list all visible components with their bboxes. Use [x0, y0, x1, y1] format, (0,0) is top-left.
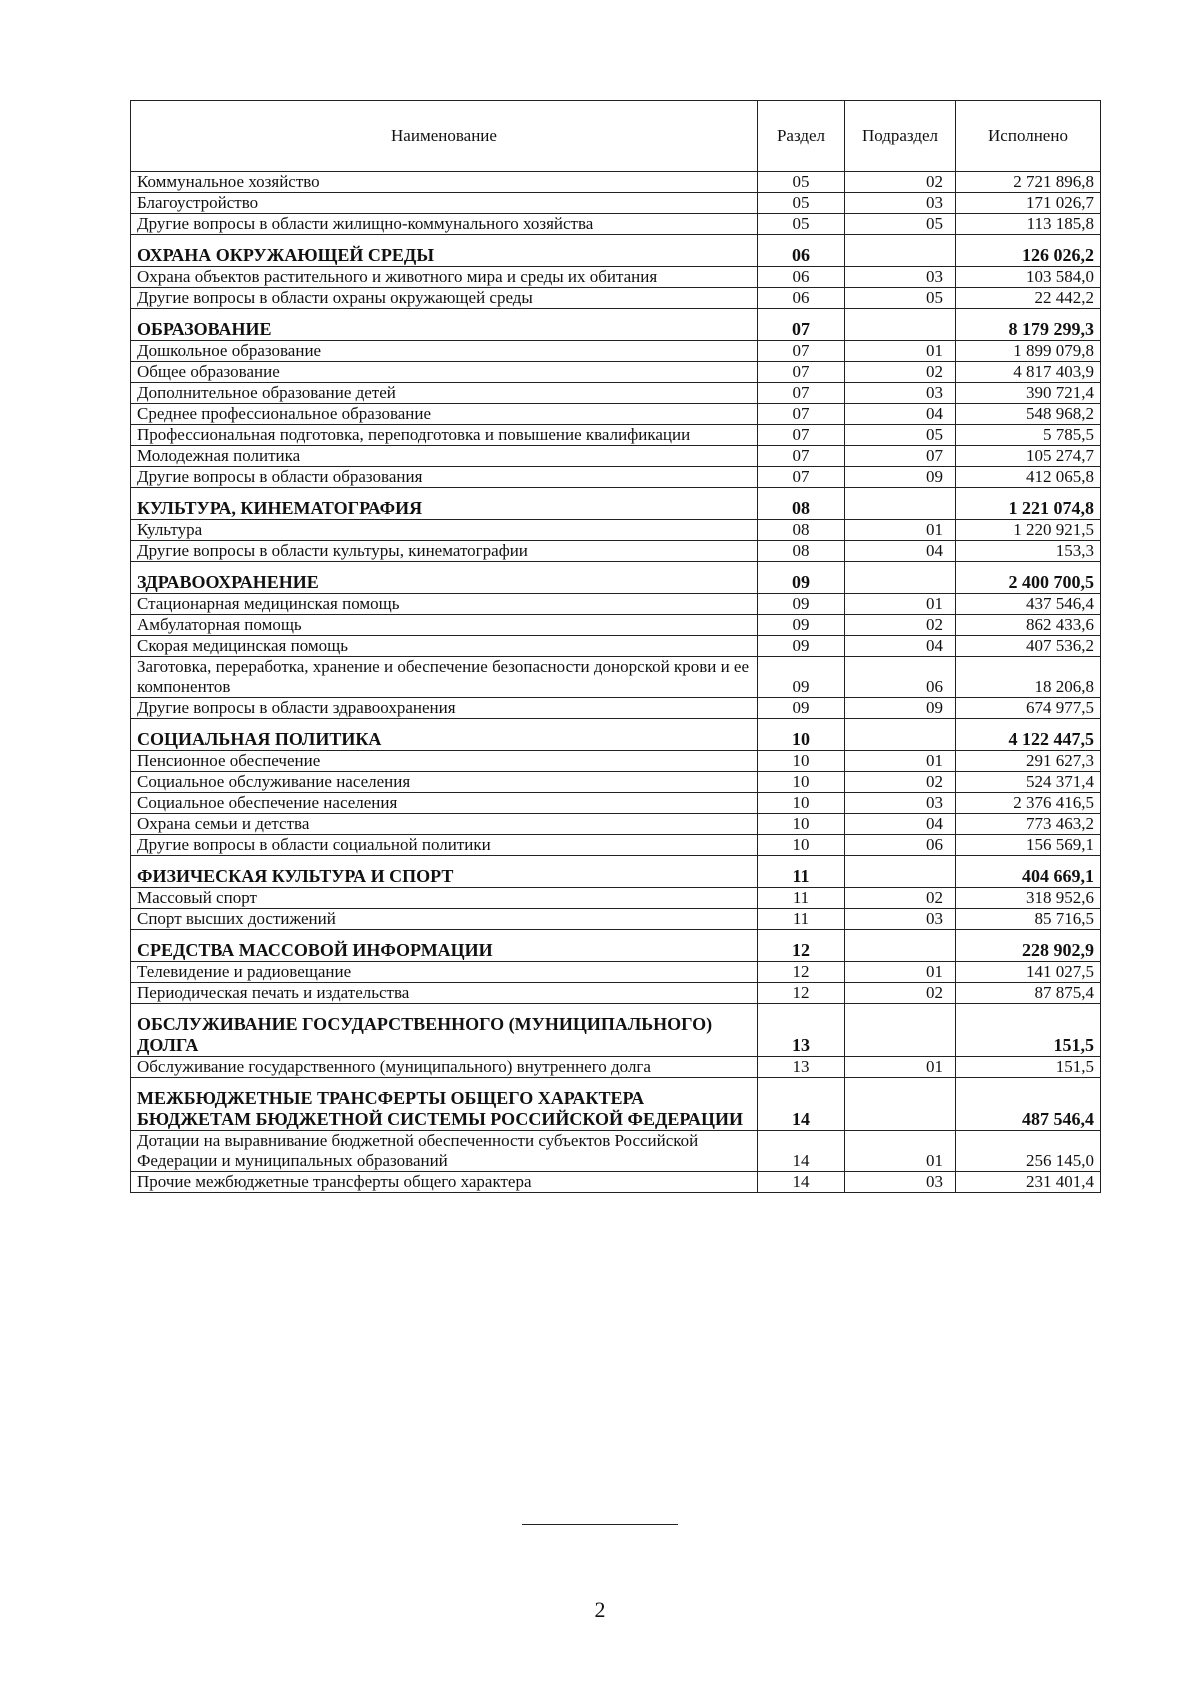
table-row	[131, 362, 1101, 383]
row-podrazdel: 04	[845, 814, 956, 835]
row-ispolneno: 548 968,2	[956, 404, 1101, 425]
row-name: Другие вопросы в области культуры, кинематографии	[131, 541, 758, 562]
table-row	[131, 520, 1101, 541]
row-ispolneno: 5 785,5	[956, 425, 1101, 446]
row-razdel: 12	[758, 983, 845, 1004]
row-podrazdel: 03	[845, 193, 956, 214]
row-ispolneno: 487 546,4	[956, 1078, 1101, 1131]
row-podrazdel: 01	[845, 751, 956, 772]
row-razdel: 07	[758, 446, 845, 467]
table-row	[131, 341, 1101, 362]
row-podrazdel: 03	[845, 267, 956, 288]
row-razdel: 14	[758, 1078, 845, 1131]
row-name: СРЕДСТВА МАССОВОЙ ИНФОРМАЦИИ	[131, 930, 758, 962]
table-row	[131, 446, 1101, 467]
table-row	[131, 615, 1101, 636]
row-ispolneno: 156 569,1	[956, 835, 1101, 856]
row-ispolneno: 113 185,8	[956, 214, 1101, 235]
table-row	[131, 425, 1101, 446]
row-podrazdel: 02	[845, 888, 956, 909]
row-ispolneno: 390 721,4	[956, 383, 1101, 404]
row-podrazdel: 05	[845, 288, 956, 309]
row-ispolneno: 231 401,4	[956, 1172, 1101, 1193]
row-razdel: 11	[758, 888, 845, 909]
table-row	[131, 288, 1101, 309]
table-row	[131, 193, 1101, 214]
row-name: Коммунальное хозяйство	[131, 172, 758, 193]
section-row	[131, 1078, 1101, 1131]
row-ispolneno: 8 179 299,3	[956, 309, 1101, 341]
row-razdel: 07	[758, 404, 845, 425]
row-podrazdel	[845, 562, 956, 594]
row-ispolneno: 103 584,0	[956, 267, 1101, 288]
header-name: Наименование	[131, 101, 758, 172]
row-ispolneno: 171 026,7	[956, 193, 1101, 214]
row-razdel: 07	[758, 467, 845, 488]
row-podrazdel: 09	[845, 467, 956, 488]
table-row	[131, 383, 1101, 404]
row-podrazdel: 07	[845, 446, 956, 467]
row-ispolneno: 18 206,8	[956, 657, 1101, 698]
table-row	[131, 698, 1101, 719]
row-ispolneno: 404 669,1	[956, 856, 1101, 888]
row-razdel: 06	[758, 288, 845, 309]
row-razdel: 09	[758, 615, 845, 636]
row-razdel: 11	[758, 856, 845, 888]
row-ispolneno: 256 145,0	[956, 1131, 1101, 1172]
section-row	[131, 719, 1101, 751]
row-razdel: 14	[758, 1131, 845, 1172]
row-razdel: 13	[758, 1057, 845, 1078]
row-name: Стационарная медицинская помощь	[131, 594, 758, 615]
row-razdel: 07	[758, 341, 845, 362]
table-row	[131, 793, 1101, 814]
row-ispolneno: 524 371,4	[956, 772, 1101, 793]
row-ispolneno: 437 546,4	[956, 594, 1101, 615]
table-header-row	[131, 101, 1101, 172]
row-razdel: 09	[758, 636, 845, 657]
footer-divider	[522, 1524, 678, 1525]
row-name: КУЛЬТУРА, КИНЕМАТОГРАФИЯ	[131, 488, 758, 520]
row-razdel: 09	[758, 657, 845, 698]
table-row	[131, 1172, 1101, 1193]
section-row	[131, 930, 1101, 962]
table-row	[131, 751, 1101, 772]
row-name: Другие вопросы в области жилищно-коммунального хозяйства	[131, 214, 758, 235]
row-razdel: 05	[758, 214, 845, 235]
row-ispolneno: 4 817 403,9	[956, 362, 1101, 383]
row-razdel: 10	[758, 793, 845, 814]
header-ispolneno: Исполнено	[956, 101, 1101, 172]
row-razdel: 09	[758, 698, 845, 719]
row-name: Общее образование	[131, 362, 758, 383]
page-number: 2	[594, 1597, 606, 1622]
row-ispolneno: 228 902,9	[956, 930, 1101, 962]
row-podrazdel	[845, 235, 956, 267]
row-podrazdel: 06	[845, 835, 956, 856]
table-row	[131, 594, 1101, 615]
row-name: Другие вопросы в области здравоохранения	[131, 698, 758, 719]
row-podrazdel: 02	[845, 772, 956, 793]
row-name: ОХРАНА ОКРУЖАЮЩЕЙ СРЕДЫ	[131, 235, 758, 267]
row-name: Профессиональная подготовка, переподготовка и повышение квалификации	[131, 425, 758, 446]
table-row	[131, 1131, 1101, 1172]
row-razdel: 09	[758, 562, 845, 594]
row-name: Социальное обслуживание населения	[131, 772, 758, 793]
section-row	[131, 562, 1101, 594]
row-razdel: 05	[758, 193, 845, 214]
row-podrazdel: 02	[845, 172, 956, 193]
section-row	[131, 856, 1101, 888]
row-podrazdel: 04	[845, 541, 956, 562]
row-razdel: 10	[758, 772, 845, 793]
table-row	[131, 835, 1101, 856]
row-name: Молодежная политика	[131, 446, 758, 467]
row-podrazdel: 09	[845, 698, 956, 719]
row-ispolneno: 407 536,2	[956, 636, 1101, 657]
section-row	[131, 309, 1101, 341]
row-razdel: 10	[758, 814, 845, 835]
table-body	[131, 172, 1101, 1193]
section-row	[131, 235, 1101, 267]
row-ispolneno: 126 026,2	[956, 235, 1101, 267]
row-razdel: 07	[758, 425, 845, 446]
header-podrazdel: Подраздел	[845, 101, 956, 172]
table-row	[131, 772, 1101, 793]
row-ispolneno: 85 716,5	[956, 909, 1101, 930]
table-row	[131, 888, 1101, 909]
row-razdel: 10	[758, 835, 845, 856]
row-razdel: 09	[758, 594, 845, 615]
row-name: Дошкольное образование	[131, 341, 758, 362]
row-name: Дотации на выравнивание бюджетной обеспеченности субъектов Российской Федерации и муниципальных образований	[131, 1131, 758, 1172]
row-name: Телевидение и радиовещание	[131, 962, 758, 983]
row-ispolneno: 862 433,6	[956, 615, 1101, 636]
row-name: Обслуживание государственного (муниципального) внутреннего долга	[131, 1057, 758, 1078]
row-name: Другие вопросы в области охраны окружающей среды	[131, 288, 758, 309]
row-podrazdel: 06	[845, 657, 956, 698]
row-razdel: 06	[758, 235, 845, 267]
row-name: Пенсионное обеспечение	[131, 751, 758, 772]
header-razdel: Раздел	[758, 101, 845, 172]
row-ispolneno: 674 977,5	[956, 698, 1101, 719]
row-name: Спорт высших достижений	[131, 909, 758, 930]
row-ispolneno: 151,5	[956, 1004, 1101, 1057]
row-ispolneno: 22 442,2	[956, 288, 1101, 309]
row-razdel: 12	[758, 930, 845, 962]
row-podrazdel: 01	[845, 341, 956, 362]
row-podrazdel: 03	[845, 793, 956, 814]
row-name: Дополнительное образование детей	[131, 383, 758, 404]
row-razdel: 11	[758, 909, 845, 930]
row-ispolneno: 318 952,6	[956, 888, 1101, 909]
row-ispolneno: 2 400 700,5	[956, 562, 1101, 594]
row-ispolneno: 773 463,2	[956, 814, 1101, 835]
row-razdel: 12	[758, 962, 845, 983]
section-row	[131, 1004, 1101, 1057]
row-podrazdel: 03	[845, 383, 956, 404]
row-ispolneno: 1 899 079,8	[956, 341, 1101, 362]
row-ispolneno: 151,5	[956, 1057, 1101, 1078]
row-name: Массовый спорт	[131, 888, 758, 909]
row-razdel: 08	[758, 488, 845, 520]
table-row	[131, 172, 1101, 193]
section-row	[131, 488, 1101, 520]
row-podrazdel	[845, 1078, 956, 1131]
row-name: ЗДРАВООХРАНЕНИЕ	[131, 562, 758, 594]
table-row	[131, 214, 1101, 235]
row-name: Заготовка, переработка, хранение и обеспечение безопасности донорской крови и ее компонентов	[131, 657, 758, 698]
row-ispolneno: 2 376 416,5	[956, 793, 1101, 814]
row-podrazdel: 02	[845, 362, 956, 383]
row-podrazdel: 03	[845, 909, 956, 930]
row-razdel: 10	[758, 719, 845, 751]
row-razdel: 08	[758, 541, 845, 562]
row-name: Скорая медицинская помощь	[131, 636, 758, 657]
row-name: Другие вопросы в области социальной политики	[131, 835, 758, 856]
table-row	[131, 467, 1101, 488]
row-podrazdel	[845, 719, 956, 751]
table-row	[131, 909, 1101, 930]
row-podrazdel: 01	[845, 1057, 956, 1078]
row-name: Благоустройство	[131, 193, 758, 214]
row-podrazdel: 05	[845, 214, 956, 235]
row-name: Культура	[131, 520, 758, 541]
row-razdel: 07	[758, 383, 845, 404]
row-ispolneno: 105 274,7	[956, 446, 1101, 467]
table-row	[131, 814, 1101, 835]
row-razdel: 08	[758, 520, 845, 541]
row-podrazdel: 02	[845, 615, 956, 636]
row-razdel: 07	[758, 309, 845, 341]
row-podrazdel: 04	[845, 404, 956, 425]
row-podrazdel: 01	[845, 1131, 956, 1172]
row-name: ОБРАЗОВАНИЕ	[131, 309, 758, 341]
row-name: Социальное обеспечение населения	[131, 793, 758, 814]
budget-execution-table	[130, 100, 1101, 1193]
row-podrazdel	[845, 856, 956, 888]
row-name: Прочие межбюджетные трансферты общего характера	[131, 1172, 758, 1193]
table-row	[131, 962, 1101, 983]
table-row	[131, 636, 1101, 657]
row-name: СОЦИАЛЬНАЯ ПОЛИТИКА	[131, 719, 758, 751]
row-podrazdel: 01	[845, 520, 956, 541]
row-razdel: 07	[758, 362, 845, 383]
row-podrazdel	[845, 488, 956, 520]
row-ispolneno: 291 627,3	[956, 751, 1101, 772]
row-name: МЕЖБЮДЖЕТНЫЕ ТРАНСФЕРТЫ ОБЩЕГО ХАРАКТЕРА БЮДЖЕТАМ БЮДЖЕТНОЙ СИСТЕМЫ РОССИЙСКОЙ ФЕДЕРАЦИИ	[131, 1078, 758, 1131]
table-row	[131, 541, 1101, 562]
row-podrazdel	[845, 309, 956, 341]
table-row	[131, 983, 1101, 1004]
row-razdel: 06	[758, 267, 845, 288]
row-podrazdel	[845, 930, 956, 962]
row-ispolneno: 2 721 896,8	[956, 172, 1101, 193]
table-row	[131, 267, 1101, 288]
row-ispolneno: 412 065,8	[956, 467, 1101, 488]
row-podrazdel	[845, 1004, 956, 1057]
row-name: Охрана объектов растительного и животного мира и среды их обитания	[131, 267, 758, 288]
table-row	[131, 1057, 1101, 1078]
row-name: Охрана семьи и детства	[131, 814, 758, 835]
table-row	[131, 404, 1101, 425]
row-ispolneno: 1 220 921,5	[956, 520, 1101, 541]
row-ispolneno: 1 221 074,8	[956, 488, 1101, 520]
row-razdel: 10	[758, 751, 845, 772]
row-podrazdel: 05	[845, 425, 956, 446]
row-podrazdel: 01	[845, 594, 956, 615]
row-ispolneno: 87 875,4	[956, 983, 1101, 1004]
row-podrazdel: 04	[845, 636, 956, 657]
row-name: Периодическая печать и издательства	[131, 983, 758, 1004]
row-razdel: 13	[758, 1004, 845, 1057]
row-name: ОБСЛУЖИВАНИЕ ГОСУДАРСТВЕННОГО (МУНИЦИПАЛЬНОГО) ДОЛГА	[131, 1004, 758, 1057]
row-ispolneno: 153,3	[956, 541, 1101, 562]
row-razdel: 05	[758, 172, 845, 193]
row-name: Среднее профессиональное образование	[131, 404, 758, 425]
row-podrazdel: 03	[845, 1172, 956, 1193]
row-ispolneno: 141 027,5	[956, 962, 1101, 983]
row-name: Амбулаторная помощь	[131, 615, 758, 636]
row-name: Другие вопросы в области образования	[131, 467, 758, 488]
row-razdel: 14	[758, 1172, 845, 1193]
table-row	[131, 657, 1101, 698]
row-name: ФИЗИЧЕСКАЯ КУЛЬТУРА И СПОРТ	[131, 856, 758, 888]
row-podrazdel: 01	[845, 962, 956, 983]
row-podrazdel: 02	[845, 983, 956, 1004]
row-ispolneno: 4 122 447,5	[956, 719, 1101, 751]
